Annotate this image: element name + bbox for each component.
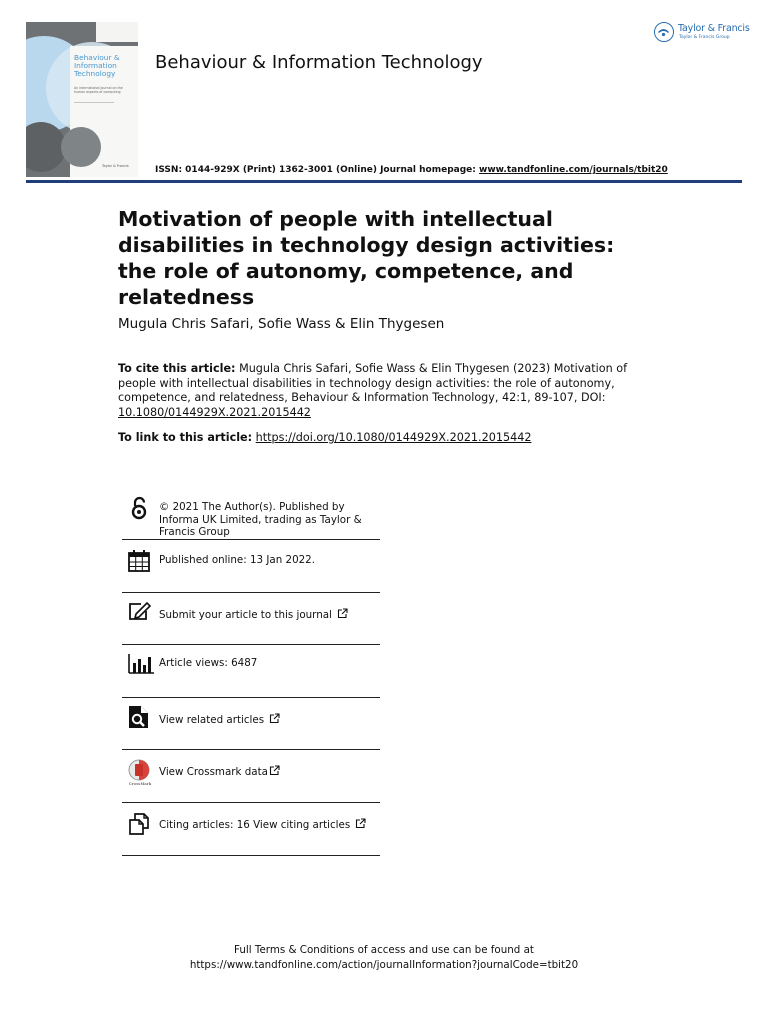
- citation-doi-link[interactable]: 10.1080/0144929X.2021.2015442: [118, 405, 311, 419]
- citation-block: [118, 362, 628, 420]
- open-access-icon: [126, 496, 152, 522]
- footer-line-1: Full Terms & Conditions of access and use can be found at: [234, 944, 534, 956]
- bar-chart-icon: [126, 651, 152, 677]
- logo-name: Taylor & Francis: [678, 23, 750, 34]
- external-link-icon: [337, 608, 348, 623]
- citing-articles-row[interactable]: [122, 803, 380, 856]
- journal-cover-image: [26, 22, 138, 177]
- crossmark-link[interactable]: View Crossmark data: [159, 765, 384, 780]
- open-access-row: [122, 496, 380, 540]
- cover-title: Behaviour & Information Technology: [74, 53, 120, 78]
- citing-articles-icon: [126, 811, 152, 837]
- article-title: Motivation of people with intellectual disabilities in technology design activities: the role of autonomy, competence, and relatedness: [118, 207, 615, 309]
- external-link-icon: [269, 713, 280, 728]
- citation-text: Mugula Chris Safari, Sofie Wass & Elin Thygesen (2023) Motivation of people with intellectual disabilities in technology design activities: the role of autonomy, competence, and relatedness, Behaviour & Information Technology, 42:1, 89-107, DOI:: [118, 362, 628, 404]
- published-online-row: [122, 540, 380, 593]
- footer-terms: [0, 943, 768, 972]
- logo-sub: Taylor & Francis Group: [679, 35, 730, 40]
- article-views-text: Article views: 6487: [159, 657, 258, 669]
- related-articles-link[interactable]: View related articles: [159, 713, 384, 728]
- issn-line: [155, 165, 668, 175]
- related-articles-row[interactable]: [122, 698, 380, 750]
- search-document-icon: [126, 704, 152, 730]
- issn-text: ISSN: 0144-929X (Print) 1362-3001 (Online) Journal homepage:: [155, 165, 476, 175]
- submit-article-link[interactable]: Submit your article to this journal: [159, 608, 384, 623]
- external-link-icon: [355, 818, 366, 833]
- external-link-icon: [269, 765, 280, 780]
- cover-tagline: An international journal on the human aspects of computing: [74, 86, 123, 94]
- open-access-text: © 2021 The Author(s). Published by Informa UK Limited, trading as Taylor & Francis Group: [159, 501, 362, 538]
- citation-label: To cite this article:: [118, 362, 236, 375]
- crossmark-row[interactable]: [122, 750, 380, 803]
- journal-title: Behaviour & Information Technology: [155, 52, 483, 73]
- cover-publisher: Taylor & Francis: [102, 164, 129, 168]
- submit-article-row[interactable]: [122, 593, 380, 645]
- journal-homepage-link[interactable]: www.tandfonline.com/journals/tbit20: [479, 165, 668, 175]
- article-views-row: [122, 645, 380, 698]
- citing-articles-link[interactable]: Citing articles: 16 View citing articles: [159, 818, 384, 833]
- footer-terms-link[interactable]: https://www.tandfonline.com/action/journalInformation?journalCode=tbit20: [189, 958, 579, 971]
- header-divider: [26, 180, 742, 183]
- calendar-icon: [126, 548, 152, 574]
- edit-icon: [126, 599, 152, 625]
- article-doi-link[interactable]: https://doi.org/10.1080/0144929X.2021.2015442: [255, 431, 532, 444]
- published-online-text: Published online: 13 Jan 2022.: [159, 554, 315, 566]
- crossmark-icon-label: CrossMark: [128, 781, 152, 786]
- taylor-francis-logo[interactable]: [654, 22, 750, 46]
- article-authors: Mugula Chris Safari, Sofie Wass & Elin Thygesen: [118, 316, 445, 332]
- article-link-line: [118, 431, 531, 444]
- taylor-francis-logo-icon: [654, 22, 674, 42]
- link-label: To link to this article:: [118, 431, 253, 444]
